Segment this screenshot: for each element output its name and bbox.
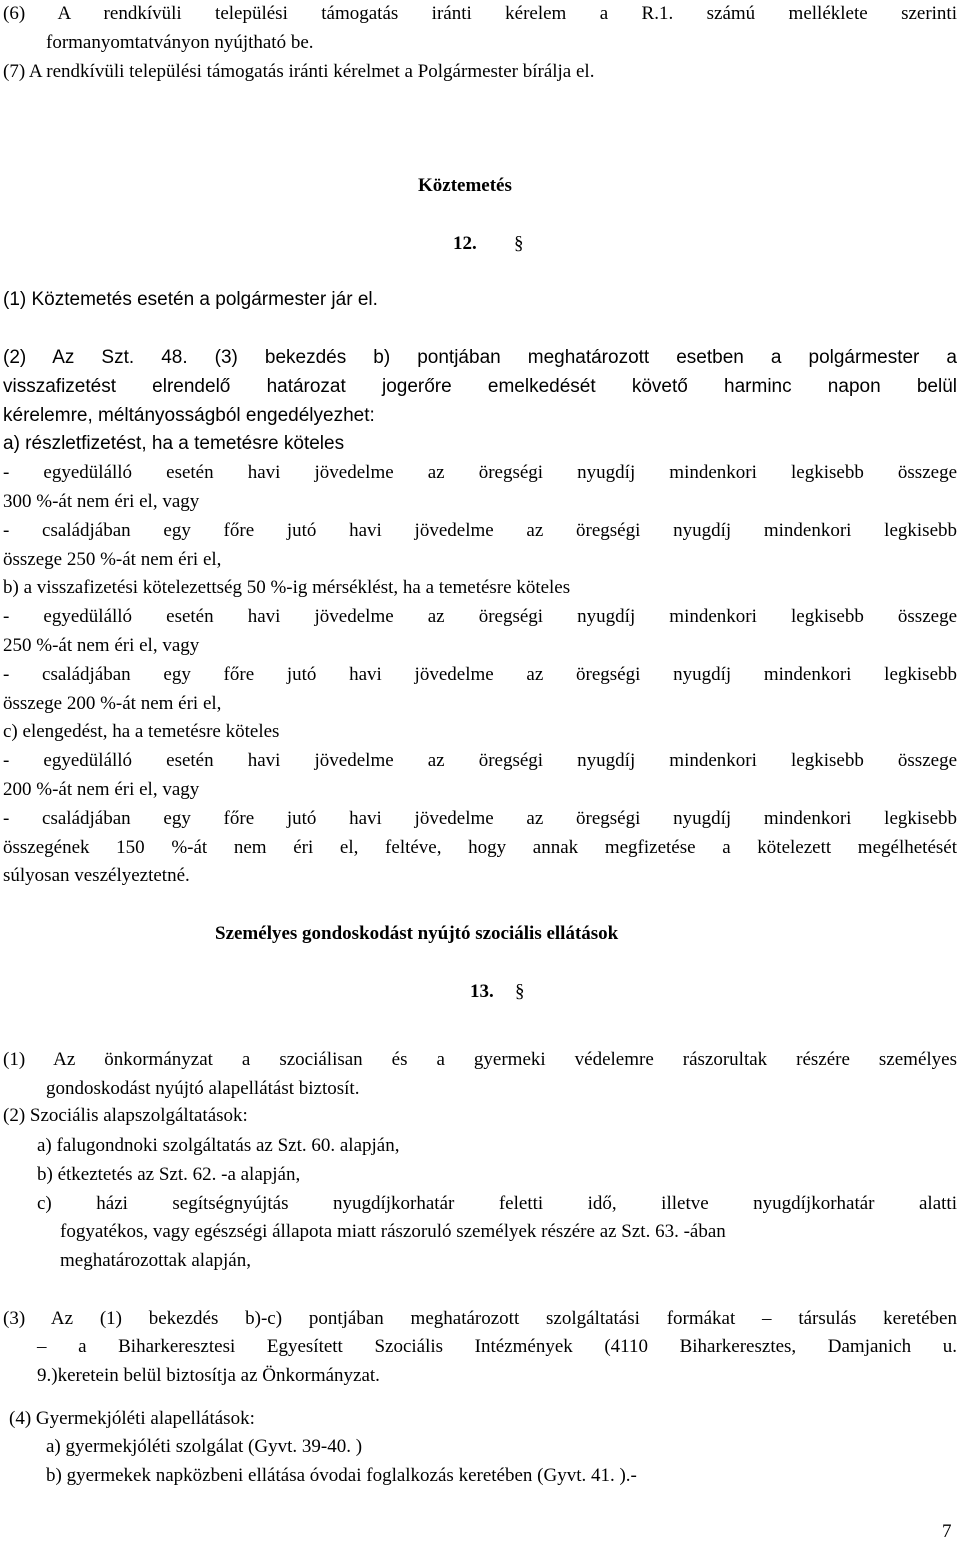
section-heading-szemelyes-gondoskodas: Személyes gondoskodást nyújtó szociális ellátások bbox=[215, 923, 619, 944]
paragraph-6-line-2: formanyomtatványon nyújtható be. bbox=[46, 32, 314, 53]
paragraph-6-line-1: (6) A rendkívüli települési támogatás iránti kérelem a R.1. számú melléklete szerinti bbox=[3, 3, 957, 24]
section-13-item-c-line-3: meghatározottak alapján, bbox=[60, 1250, 251, 1271]
section-13-paragraph-4-item-b: b) gyermekek napközbeni ellátása óvodai foglalkozás keretében (Gyvt. 41. ).- bbox=[46, 1465, 637, 1486]
list-b-sub-1-line-2: 250 %-át nem éri el, vagy bbox=[3, 635, 200, 656]
section-13-item-a: a) falugondnoki szolgáltatás az Szt. 60. alapján, bbox=[37, 1135, 400, 1156]
list-b-sub-2-line-1: - családjában egy főre jutó havi jövedelme az öregségi nyugdíj mindenkori legkisebb bbox=[3, 664, 957, 685]
list-b-sub-2-line-2: összege 200 %-át nem éri el, bbox=[3, 693, 222, 714]
list-c-sub-1-line-2: 200 %-át nem éri el, vagy bbox=[3, 779, 200, 800]
list-c-sub-2-line-3: súlyosan veszélyeztetné. bbox=[3, 865, 190, 886]
section-number-12: 12. bbox=[453, 233, 477, 254]
list-b-sub-1-line-1: - egyedülálló esetén havi jövedelme az öregségi nyugdíj mindenkori legkisebb összege bbox=[3, 606, 957, 627]
list-c-sub-2-line-2: összegének 150 %-át nem éri el, feltéve, hogy annak megfizetése a kötelezett megélhetését bbox=[3, 837, 957, 858]
list-item-a: a) részletfizetést, ha a temetésre köteles bbox=[3, 433, 345, 454]
section-13-paragraph-4: (4) Gyermekjóléti alapellátások: bbox=[9, 1408, 255, 1429]
list-item-b: b) a visszafizetési kötelezettség 50 %-ig mérséklést, ha a temetésre köteles bbox=[3, 577, 571, 598]
list-a-sub-1-line-2: 300 %-át nem éri el, vagy bbox=[3, 491, 200, 512]
paragraph-1: (1) Köztemetés esetén a polgármester jár el. bbox=[3, 289, 378, 310]
list-a-sub-1-line-1: - egyedülálló esetén havi jövedelme az öregségi nyugdíj mindenkori legkisebb összege bbox=[3, 462, 957, 483]
section-13-paragraph-1-line-1: (1) Az önkormányzat a szociálisan és a gyermeki védelemre rászorultak részére személyes bbox=[3, 1049, 957, 1070]
section-13-paragraph-2: (2) Szociális alapszolgáltatások: bbox=[3, 1105, 248, 1126]
section-heading-koztemetes: Köztemetés bbox=[418, 175, 512, 196]
page-number: 7 bbox=[942, 1521, 952, 1542]
section-number-13: 13. bbox=[470, 981, 494, 1002]
section-13-paragraph-3-line-2: – a Biharkeresztesi Egyesített Szociális Intézmények (4110 Biharkeresztes, Damjanich u. bbox=[37, 1336, 957, 1357]
list-item-c: c) elengedést, ha a temetésre köteles bbox=[3, 721, 280, 742]
list-a-sub-2-line-1: - családjában egy főre jutó havi jövedelme az öregségi nyugdíj mindenkori legkisebb bbox=[3, 520, 957, 541]
paragraph-2-line-2: visszafizetést elrendelő határozat jogerőre emelkedését követő harminc napon belül bbox=[3, 376, 957, 397]
section-13-item-c-line-1: c) házi segítségnyújtás nyugdíjkorhatár feletti idő, illetve nyugdíjkorhatár alatti bbox=[37, 1193, 957, 1214]
paragraph-2-line-3: kérelemre, méltányosságból engedélyezhet: bbox=[3, 405, 375, 426]
section-13-paragraph-1-line-2: gondoskodást nyújtó alapellátást biztosít. bbox=[46, 1078, 360, 1099]
list-a-sub-2-line-2: összege 250 %-át nem éri el, bbox=[3, 549, 222, 570]
section-sign-glyph: § bbox=[514, 233, 524, 254]
list-c-sub-1-line-1: - egyedülálló esetén havi jövedelme az öregségi nyugdíj mindenkori legkisebb összege bbox=[3, 750, 957, 771]
paragraph-2-line-1: (2) Az Szt. 48. (3) bekezdés b) pontjában meghatározott esetben a polgármester a bbox=[3, 347, 957, 368]
section-13-paragraph-3-line-1: (3) Az (1) bekezdés b)-c) pontjában meghatározott szolgáltatási formákat – társulás keretében bbox=[3, 1308, 957, 1329]
section-13-paragraph-4-item-a: a) gyermekjóléti szolgálat (Gyvt. 39-40. ) bbox=[46, 1436, 363, 1457]
section-13-item-c-line-2: fogyatékos, vagy egészségi állapota miatt rászoruló személyek részére az Szt. 63. -ában bbox=[60, 1221, 726, 1242]
list-c-sub-2-line-1: - családjában egy főre jutó havi jövedelme az öregségi nyugdíj mindenkori legkisebb bbox=[3, 808, 957, 829]
section-sign-glyph: § bbox=[515, 981, 525, 1002]
paragraph-7: (7) A rendkívüli települési támogatás iránti kérelmet a Polgármester bírálja el. bbox=[3, 61, 595, 82]
section-13-paragraph-3-line-3: 9.)keretein belül biztosítja az Önkormányzat. bbox=[37, 1365, 380, 1386]
section-13-item-b: b) étkeztetés az Szt. 62. -a alapján, bbox=[37, 1164, 301, 1185]
